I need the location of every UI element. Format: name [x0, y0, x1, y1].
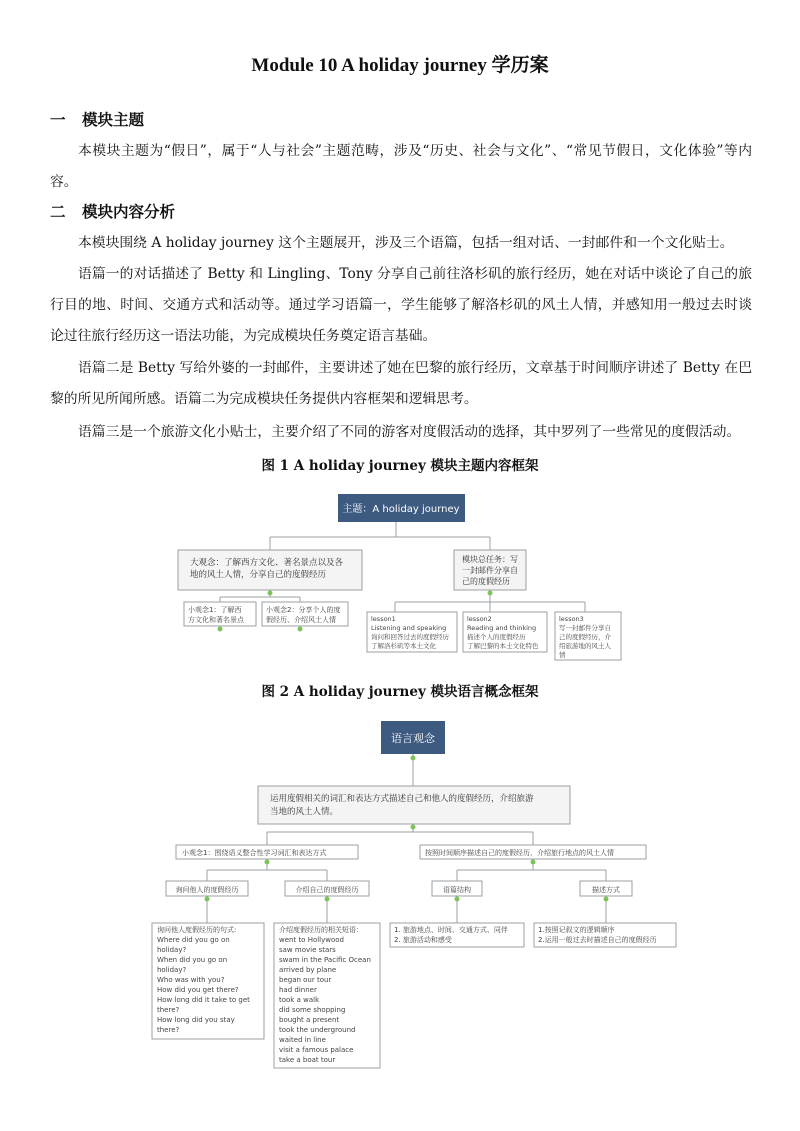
fig2-ask-list-line: holiday?	[157, 966, 187, 974]
fig2-right-idea-text: 按照时间顺序描述自己的度假经历，介绍旅行地点的风土人情	[425, 849, 614, 857]
fig2-main-line-2: 当地的风土人情。	[270, 807, 339, 817]
fig2-structure-text: 语篇结构	[443, 886, 471, 894]
figure-2-nodes	[152, 721, 676, 1068]
fig2-ask-list-line: How long did you stay	[157, 1016, 235, 1024]
fig2-intro-list-line: saw movie stars	[279, 946, 336, 954]
section-2-paragraph-4: 语篇三是一个旅游文化小贴士，主要介绍了不同的游客对度假活动的选择，其中罗列了一些常见的度假活动。	[78, 424, 741, 440]
figure-2-diagram	[207, 754, 606, 923]
fig2-method-list-line: 2.运用一般过去时描述自己的度假经历	[538, 936, 657, 944]
fig1-lesson-3-line-1: lesson3	[559, 615, 584, 623]
fig1-lesson-2-line-2: Reading and thinking	[467, 624, 537, 632]
fig2-intro-list-line: bought a present	[279, 1016, 340, 1024]
fig1-lesson-1-line-3: 询问和回答过去的度假经历	[371, 633, 449, 641]
fig2-structure-list-line: 2. 旅游活动和感受	[394, 936, 452, 944]
fig1-lesson-3-line-3: 己的度假经历，介	[559, 633, 611, 641]
section-1-number: 一	[50, 110, 66, 129]
fig1-lesson-1-line-4: 了解洛杉矶等本土文化	[371, 642, 436, 650]
fig1-lesson-1-line-2: Listening and speaking	[371, 624, 447, 632]
fig2-dot	[205, 897, 210, 902]
fig1-task-line-3: 己的度假经历	[462, 577, 510, 586]
figure-2-caption: 图 2 A holiday journey 模块语言概念框架	[261, 684, 539, 700]
fig2-main-line-1: 运用度假相关的词汇和表达方式描述自己和他人的度假经历，介绍旅游	[270, 794, 534, 804]
fig2-main-node	[258, 786, 570, 824]
fig2-ask-list-line: Where did you go on	[157, 936, 230, 944]
fig1-task-line-2: 一封邮件分享自	[462, 566, 518, 575]
section-1-title: 模块主题	[82, 110, 145, 129]
fig2-dot	[325, 897, 330, 902]
fig2-intro-text: 介绍自己的度假经历	[295, 886, 359, 894]
fig2-dot	[531, 860, 536, 865]
fig2-left-idea-text: 小观念1：围绕语义整合性学习词汇和表达方式	[182, 849, 327, 857]
section-2-number: 二	[50, 202, 66, 221]
fig1-small-1-line-1: 小观念1：了解西	[188, 606, 242, 614]
fig2-intro-list-line: visit a famous palace	[279, 1046, 354, 1054]
fig1-dot	[488, 591, 493, 596]
page-title: Module 10 A holiday journey 学历案	[251, 55, 549, 76]
fig2-structure-list-line: 1. 旅游地点、时间、交通方式、同伴	[394, 926, 508, 934]
fig2-dot	[604, 897, 609, 902]
fig2-dot	[455, 897, 460, 902]
fig1-lesson-1-line-1: lesson1	[371, 615, 396, 623]
fig2-ask-list-line: How did you get there?	[157, 986, 239, 994]
fig1-task-line-1: 模块总任务：写	[462, 555, 518, 564]
fig2-ask-list-line: Who was with you?	[157, 976, 225, 984]
section-2-paragraph-1: 本模块围绕 A holiday journey 这个主题展开，涉及三个语篇，包括一组对话、一封邮件和一个文化贴士。	[78, 235, 734, 251]
fig2-method-text: 描述方式	[592, 886, 620, 894]
section-2-paragraph-2: 语篇一的对话描述了 Betty 和 Lingling、Tony 分享自己前往洛杉矶的旅行经历，她在对话中谈论了自己的旅行目的地、时间、交通方式和活动等。通过学习语篇一，学生能够了解洛杉矶的风土人情，并感知用一般过去时谈论过往旅行经历这一语法功能，为完成模块任务奠定语言基础。	[50, 266, 752, 344]
fig2-intro-list-line: arrived by plane	[279, 966, 337, 974]
fig2-dot	[411, 825, 416, 830]
fig2-intro-list-line: took a walk	[279, 996, 320, 1004]
fig2-intro-list-line: waited in line	[279, 1036, 326, 1044]
fig1-small-1-line-2: 方文化和著名景点	[188, 616, 244, 624]
fig2-intro-list-line: began our tour	[279, 976, 332, 984]
section-1-paragraph: 本模块主题为“假日”，属于“人与社会”主题范畴，涉及“历史、社会与文化”、“常见节假日，文化体验”等内容。	[50, 143, 752, 190]
fig1-small-2-line-1: 小观念2：分享个人的度	[266, 606, 341, 614]
fig1-dot	[298, 627, 303, 632]
fig1-lesson-3-line-2: 写一封邮件分享自	[559, 624, 611, 632]
fig1-dot	[218, 627, 223, 632]
fig1-root-text: 主题：A holiday journey	[342, 504, 460, 515]
fig1-lesson-2-line-1: lesson2	[467, 615, 492, 623]
fig2-intro-list-line: went to Hollywood	[279, 936, 345, 944]
fig2-intro-list-line: 介绍度假经历的相关短语：	[279, 926, 363, 934]
fig2-root-text: 语言观念	[391, 732, 435, 745]
fig2-dot	[265, 860, 270, 865]
fig2-ask-list-line: 询问他人度假经历的句式:	[157, 926, 237, 934]
fig1-dot	[268, 591, 273, 596]
fig2-ask-list-line: there?	[157, 1006, 180, 1014]
fig1-lesson-3-line-4: 绍旅游地的风土人	[559, 642, 611, 650]
fig1-big-idea-line-1: 大观念：了解西方文化、著名景点以及各	[190, 558, 344, 568]
figure-1-caption: 图 1 A holiday journey 模块主题内容框架	[261, 458, 539, 474]
section-2-paragraph-3: 语篇二是 Betty 写给外婆的一封邮件，主要讲述了她在巴黎的旅行经历，文章基于时间顺序讲述了 Betty 在巴黎的所见所闻所感。语篇二为完成模块任务提供内容框架和逻辑思考。	[50, 360, 752, 407]
fig2-intro-list-line: take a boat tour	[279, 1056, 336, 1064]
fig2-ask-list-line: How long did it take to get	[157, 996, 250, 1004]
fig1-lesson-3-line-5: 情	[559, 651, 566, 659]
fig1-big-idea-line-2: 地的风土人情，分享自己的度假经历	[190, 570, 327, 580]
fig2-intro-list-line: did some shopping	[279, 1006, 346, 1014]
fig2-dot	[411, 756, 416, 761]
fig2-ask-list-line: holiday?	[157, 946, 187, 954]
fig2-ask-text: 询问他人的度假经历	[175, 886, 239, 894]
fig1-small-2-line-2: 假经历、介绍风土人情	[266, 616, 336, 624]
fig1-lesson-2-line-4: 了解巴黎的本土文化特色	[467, 642, 539, 650]
fig2-intro-list-line: took the underground	[279, 1026, 356, 1034]
fig1-lesson-2-line-3: 描述个人的度假经历	[467, 633, 526, 641]
section-2-title: 模块内容分析	[82, 202, 176, 221]
fig2-ask-list-line: there?	[157, 1026, 180, 1034]
figure-1-nodes	[178, 494, 621, 660]
fig2-connector-dots	[205, 756, 609, 902]
fig2-intro-list-line: had dinner	[279, 986, 317, 994]
fig2-intro-list-line: swam in the Pacific Ocean	[279, 956, 371, 964]
fig2-ask-list-line: When did you go on	[157, 956, 228, 964]
fig2-method-list-line: 1.按照记叙文的逻辑顺序	[538, 926, 615, 934]
